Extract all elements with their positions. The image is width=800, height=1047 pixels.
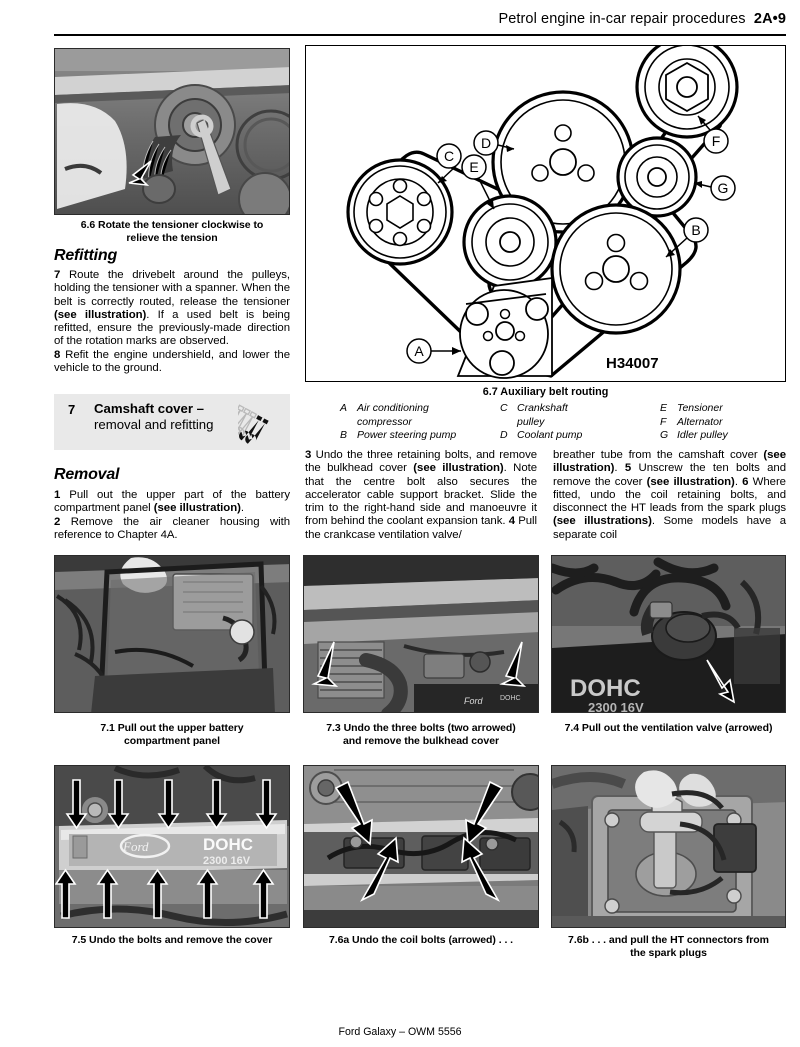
photo-6-6-caption (54, 219, 290, 244)
spanner-rating-svg (238, 399, 282, 447)
paragraph-1-see-illustration: (see illustration) (153, 502, 241, 515)
paragraph-2 (54, 516, 290, 543)
legend-item-G (660, 429, 786, 443)
paragraph-2-number: 2 (54, 516, 61, 528)
removal-heading: Removal (54, 466, 120, 483)
paragraph-7-number: 7 (54, 269, 61, 281)
callout-A-label: A (414, 343, 424, 359)
legend-item-F (660, 416, 786, 430)
legend-value-A-line2: compressor (357, 415, 412, 428)
legend-item-E (660, 402, 786, 416)
legend-column-3 (660, 402, 786, 443)
paragraph-3-text-b: . Note that the centre bolt also secures the accelerator cable support bracket. Slide the trim to the right-hand side and manoeuvre it from behind the coolant expansion tank. (305, 462, 538, 528)
photo-7-1-caption-line2: compartment panel (123, 734, 220, 747)
paragraph-3-text-a: Undo the three retaining bolts, and remove the bulkhead cover (305, 449, 537, 475)
photo-7-4 (551, 555, 786, 713)
photo-6-6-caption-line1: 6.6 Rotate the tensioner clockwise to (80, 219, 264, 231)
legend-key-F: F (660, 415, 667, 428)
paragraph-5-number: 5 (624, 462, 632, 475)
paragraph-5-see-illustration: (see illustration) (646, 475, 735, 488)
legend-key-C: C (500, 402, 508, 414)
page-number: 2A•9 (753, 11, 786, 27)
paragraph-3-number: 3 (305, 449, 312, 461)
legend-value-D: Coolant pump (517, 429, 583, 442)
photo-7-3-ford-text: Ford (464, 696, 483, 706)
paragraph-8-number: 8 (54, 349, 61, 361)
legend-key-E: E (660, 402, 668, 414)
paragraph-4-cont-a: breather tube from the camshaft cover (553, 449, 764, 461)
photo-7-4-dohc-text: DOHC (570, 675, 641, 702)
photo-7-5-image (55, 766, 290, 928)
legend-key-A: A (340, 402, 348, 414)
callout-B-label: B (691, 222, 701, 238)
legend-item-A (340, 402, 500, 429)
header-title: Petrol engine in-car repair procedures (498, 11, 746, 27)
paragraph-7-see-illustration: (see illustration) (54, 308, 147, 321)
paragraph-7-text-b: . If a used belt is being refitted, ensure the previously-made direction of the rotation marks are observed. (54, 308, 290, 348)
photo-7-5-engine-text: 2300 16V (203, 855, 251, 867)
paragraph-4-text: Pull the crankcase ventilation valve/ (305, 515, 537, 541)
callout-G-label: G (717, 180, 729, 196)
legend-value-A-line1: Air conditioning (357, 402, 429, 414)
photo-7-3-dohc-text: DOHC (500, 695, 521, 702)
page-footer: Ford Galaxy – OWM 5556 (338, 1026, 462, 1038)
legend-value-B: Power steering pump (357, 429, 457, 442)
legend-item-C (500, 402, 660, 429)
legend-column-2 (500, 402, 660, 443)
diagram-code: H34007 (606, 355, 659, 372)
belt-routing-svg (306, 46, 784, 380)
legend-item-D (500, 429, 660, 443)
photo-7-6b-caption-line2: the spark plugs (630, 946, 707, 959)
paragraph-1-number: 1 (54, 489, 61, 501)
paragraph-8-text: Refit the engine undershield, and lower the vehicle to the ground. (54, 349, 290, 375)
right-body-text (553, 449, 786, 542)
section-7-title (94, 401, 244, 432)
paragraph-7 (54, 269, 290, 349)
paragraph-2-text: Remove the air cleaner housing with reference to Chapter 4A. (54, 516, 290, 542)
paragraph-4-number: 4 (508, 515, 515, 528)
paragraph-8 (54, 349, 290, 376)
photo-7-3-caption (303, 722, 539, 747)
diagram-legend (340, 402, 786, 443)
section-7-title-line1: Camshaft cover – (94, 401, 204, 416)
legend-key-D: D (500, 429, 508, 442)
paragraph-1-text-b: . (240, 502, 244, 515)
paragraph-6-see-illustrations: (see illustrations) (553, 515, 652, 528)
photo-7-6b-caption (551, 934, 786, 959)
header-divider (54, 34, 786, 36)
photo-7-5-ford-logo: Ford (123, 839, 149, 854)
legend-value-A (357, 402, 500, 429)
paragraph-6-text-b: . Some models have a separate coil (553, 515, 786, 541)
refitting-heading: Refitting (54, 247, 118, 264)
legend-key-B: B (340, 429, 348, 442)
paragraph-1-text-a: Pull out the upper part of the battery compartment panel (54, 489, 290, 515)
photo-6-6-caption-line2: relieve the tension (126, 231, 218, 244)
callout-D-label: D (480, 135, 492, 151)
legend-value-C (517, 402, 660, 429)
paragraph-6-number: 6 (742, 475, 749, 488)
paragraph-7-text-a: Route the drivebelt around the pulleys, holding the tensioner with a spanner. When the belt is correctly routed, release the tensioner (54, 269, 290, 308)
legend-value-C-line1: Crankshaft (517, 402, 568, 414)
photo-7-1-caption (54, 722, 290, 747)
paragraph-1 (54, 489, 290, 516)
photo-7-3 (303, 555, 539, 713)
photo-7-4-image (552, 556, 786, 713)
page-header (54, 4, 786, 38)
photo-7-4-caption (551, 722, 786, 735)
paragraph-4-see-illustration: (see illustration) (553, 449, 786, 475)
paragraph-6-text-a: Where fitted, undo the coil retaining bolts, and disconnect the HT leads from the spark plugs (553, 475, 786, 515)
photo-7-6a (303, 765, 539, 928)
legend-value-F: Alternator (677, 415, 723, 428)
spanner-rating-icon (238, 399, 282, 447)
legend-column-1 (340, 402, 500, 443)
section-7-title-line2: removal and refitting (94, 416, 214, 432)
diagram-caption: 6.7 Auxiliary belt routing (482, 386, 609, 398)
belt-routing-diagram (305, 45, 786, 382)
photo-7-4-caption-line1: 7.4 Pull out the ventilation valve (arrowed) (564, 722, 773, 734)
photo-7-6a-caption-line1: 7.6a Undo the coil bolts (arrowed) . . . (328, 934, 514, 946)
photo-7-1-caption-line1: 7.1 Pull out the upper battery (100, 722, 244, 734)
photo-7-6b-image (552, 766, 786, 928)
photo-6-6 (54, 48, 290, 215)
photo-7-1-image (55, 556, 290, 713)
paragraph-3-see-illustration: (see illustration) (413, 462, 504, 475)
section-7-header[interactable] (54, 394, 290, 450)
photo-7-1 (54, 555, 290, 713)
legend-value-E: Tensioner (677, 402, 723, 414)
photo-7-6b-caption-line1: 7.6b . . . and pull the HT connectors from (568, 934, 769, 946)
photo-7-5-caption-line1: 7.5 Undo the bolts and remove the cover (71, 934, 273, 946)
legend-value-C-line2: pulley (517, 415, 545, 428)
photo-7-6b (551, 765, 786, 928)
photo-7-5-dohc-text: DOHC (203, 835, 254, 854)
paragraph-4-cont-b: . (614, 462, 618, 475)
legend-key-G: G (660, 429, 669, 442)
callout-F-label: F (711, 133, 721, 149)
photo-7-3-caption-line2: and remove the bulkhead cover (342, 734, 500, 747)
section-7-number: 7 (68, 402, 76, 417)
photo-7-5-caption (54, 934, 290, 947)
photo-7-4-engine-text: 2300 16V (588, 700, 644, 713)
paragraph-3 (305, 449, 537, 542)
legend-value-G: Idler pulley (677, 429, 728, 442)
callout-C-label: C (443, 148, 455, 164)
callout-E-label: E (469, 159, 479, 175)
photo-6-6-image (55, 49, 290, 215)
photo-7-6a-image (304, 766, 539, 928)
paragraph-5-text-a: Unscrew the ten bolts and remove the cover (553, 462, 786, 488)
legend-item-B (340, 429, 500, 443)
photo-7-3-caption-line1: 7.3 Undo the three bolts (two arrowed) (326, 722, 516, 734)
paragraph-5-text-b: . (734, 475, 738, 488)
photo-7-5 (54, 765, 290, 928)
photo-7-6a-caption (303, 934, 539, 947)
photo-7-3-image (304, 556, 539, 713)
